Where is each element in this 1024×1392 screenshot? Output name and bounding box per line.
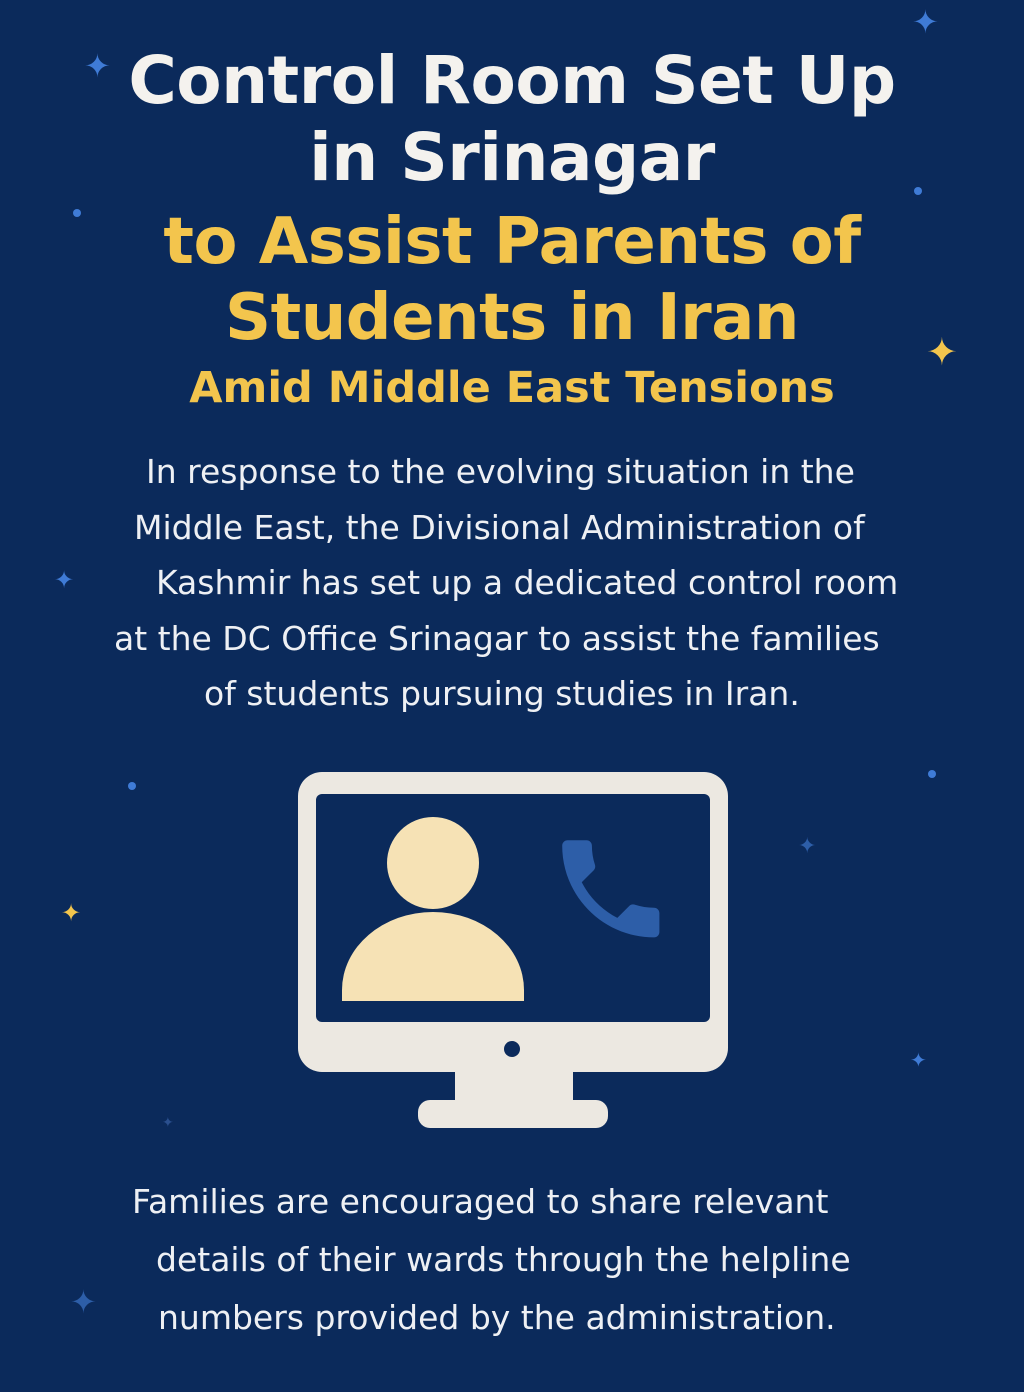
- title-line-4: Students in Iran: [225, 281, 799, 355]
- star-icon: ✦: [162, 1115, 174, 1131]
- title-line-3: to Assist Parents of: [163, 205, 861, 279]
- power-button-icon: [504, 1041, 520, 1057]
- star-icon: ✦: [70, 1283, 97, 1321]
- paragraph-1-line-3: Kashmir has set up a dedicated control room: [156, 563, 899, 602]
- monitor-base: [418, 1100, 608, 1128]
- paragraph-2-line-2: details of their wards through the helpline: [156, 1240, 851, 1279]
- star-icon: ✦: [84, 47, 111, 85]
- title-line-2: in Srinagar: [309, 119, 715, 196]
- paragraph-2-line-1: Families are encouraged to share relevant: [132, 1182, 829, 1221]
- paragraph-1-line-2: Middle East, the Divisional Administration of: [134, 508, 865, 547]
- star-icon: ✦: [910, 1048, 927, 1072]
- star-icon: ✦: [798, 834, 817, 859]
- paragraph-1-line-4: at the DC Office Srinagar to assist the families: [114, 619, 880, 658]
- star-icon: ✦: [926, 330, 958, 374]
- title-line-1: Control Room Set Up: [128, 42, 896, 119]
- paragraph-1-line-5: of students pursuing studies in Iran.: [204, 674, 800, 713]
- paragraph-2-line-3: numbers provided by the administration.: [158, 1298, 836, 1337]
- star-icon: ✦: [912, 3, 939, 41]
- star-icon: ✦: [54, 566, 75, 594]
- subtitle: Amid Middle East Tensions: [189, 363, 835, 413]
- paragraph-1-line-1: In response to the evolving situation in the: [146, 452, 855, 491]
- star-icon: ✦: [61, 899, 82, 927]
